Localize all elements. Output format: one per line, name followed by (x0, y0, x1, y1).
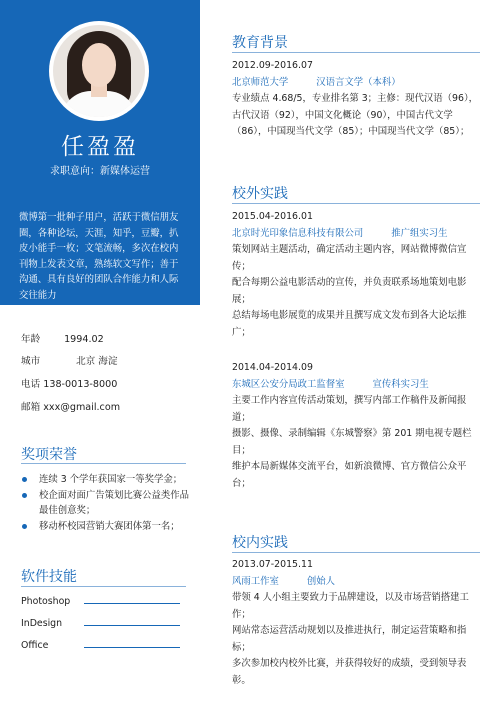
skill-indesign: InDesign (21, 618, 63, 629)
external-practice-title: 校外实践 (232, 186, 288, 202)
entry-line: 总结每场电影展览的成果并且撰写成文发布到各大论坛推 (232, 310, 467, 321)
entry-line: 维护本局新媒体交流平台，如新浪微博、官方微信公众平 (232, 461, 467, 472)
education-section (232, 58, 480, 141)
awards-divider (21, 463, 186, 464)
profile-photo (53, 25, 145, 117)
entry-line: 带领 4 人小组主要致力于品牌建设，以及市场营销搭建工 (232, 592, 469, 603)
entry-line: 配合每期公益电影活动的宣传，并负责联系场地策划电影 (232, 277, 467, 288)
award-item: 连续 3 个学年获国家一等奖学金； (21, 472, 191, 488)
external-practice-divider (232, 203, 480, 204)
entry-line: 目； (232, 444, 251, 456)
school-name: 北京师范大学 (232, 76, 289, 88)
entry-line: 展； (232, 293, 251, 305)
internal-practice-title: 校内实践 (232, 535, 288, 551)
award-item: 移动杯校园营销大赛团体第一名； (21, 519, 191, 535)
avatar (49, 21, 149, 121)
entry-line: 传； (232, 260, 251, 272)
email: 邮箱 xxx@gmail.com (21, 402, 121, 413)
self-intro: 微博第一批种子用户，活跃于微信朋友圈，各种论坛，天涯，知乎，豆瓣，扒皮小能手一枚；文笔流畅，多次在校内刊物上发表文章，熟练软文写作；善于沟通、具有良好的团队合作能力和人际交往能力 (19, 212, 179, 301)
education-line: （86），中国现当代文学（85）；中国现当代文学（85）； (232, 126, 470, 137)
entry-date: 2013.07-2015.11 (232, 559, 313, 570)
major: 汉语言文学（本科） (316, 76, 401, 88)
entry-line: 作； (232, 608, 251, 620)
entry-line: 策划网站主题活动，确定活动主题内容，网站微博微信宣 (232, 244, 467, 255)
profile-panel (0, 0, 200, 305)
education-title: 教育背景 (232, 35, 288, 51)
entry-org-row (232, 377, 480, 394)
entry-line: 网站常态运营活动规划以及推进执行，制定运营策略和指 (232, 625, 467, 636)
education-school-row (232, 75, 480, 92)
awards-title: 奖项荣誉 (21, 447, 77, 463)
entry-org-row (232, 226, 480, 243)
skill-bar (84, 603, 180, 604)
role: 创始人 (306, 575, 336, 587)
entry-line: 广； (232, 326, 251, 338)
bullet-icon (22, 493, 27, 498)
education-divider (232, 52, 480, 53)
bullet-icon (22, 524, 27, 529)
bullet-icon (22, 477, 27, 482)
entry-date: 2014.04-2014.09 (232, 362, 313, 373)
entry-line: 多次参加校内校外比赛，并获得较好的成绩，受到领导表 (232, 658, 467, 669)
entry-line: 台； (232, 477, 251, 489)
org-name: 风雨工作室 (232, 575, 279, 587)
role: 宣传科实习生 (372, 378, 429, 390)
entry-line: 主要工作内容宣传活动策划，撰写内部工作稿件及新闻报 (232, 395, 467, 406)
city-label: 城市 (21, 356, 41, 367)
internal-entry (232, 557, 480, 689)
city-value: 北京 海淀 (76, 356, 118, 367)
candidate-name: 任盈盈 (61, 134, 139, 160)
entry-line: 彰。 (232, 674, 251, 686)
age-value: 1994.02 (64, 334, 104, 345)
age-label: 年龄 (21, 334, 41, 345)
entry-date: 2015.04-2016.01 (232, 211, 313, 222)
skills-divider (21, 586, 186, 587)
skill-bar (84, 625, 180, 626)
phone: 电话 138-0013-8000 (21, 379, 118, 390)
skills-title: 软件技能 (21, 569, 77, 585)
company-name: 北京时光印象信息科技有限公司 (232, 227, 364, 239)
internal-practice-divider (232, 552, 480, 553)
award-item: 校企面对面广告策划比赛公益类作品最佳创意奖； (21, 488, 191, 519)
city-row (21, 353, 118, 367)
entry-org-row (232, 574, 480, 591)
skill-photoshop: Photoshop (21, 596, 71, 607)
skill-office: Office (21, 640, 49, 651)
company-name: 东城区公安分局政工监督室 (232, 378, 345, 390)
job-intent: 求职意向：新媒体运营 (50, 166, 150, 177)
age-row (21, 331, 104, 345)
entry-line: 道； (232, 411, 251, 423)
education-line: 古代汉语（92），中国文化概论（90），中国古代文学 (232, 109, 453, 121)
education-date: 2012.09-2016.07 (232, 60, 313, 71)
entry-line: 摄影、摄像、录制编辑《东城警察》第 201 期电视专题栏 (232, 428, 472, 439)
awards-list (21, 472, 191, 534)
entry-line: 标； (232, 641, 251, 653)
skill-bar (84, 647, 180, 648)
education-line: 专业绩点 4.68/5，专业排名第 3；主修：现代汉语（96）， (232, 93, 479, 104)
external-entry-1 (232, 209, 480, 341)
role: 推广组实习生 (391, 227, 448, 239)
external-entry-2 (232, 360, 480, 492)
